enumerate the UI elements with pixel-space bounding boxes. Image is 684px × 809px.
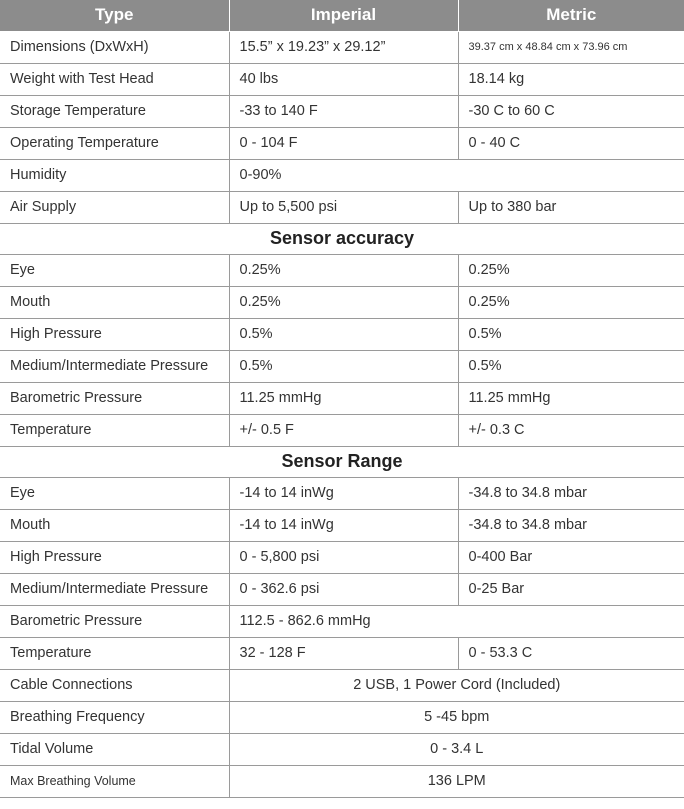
label-max-breathing-volume: Max Breathing Volume [0, 765, 229, 797]
row-range-barometric-pressure [0, 605, 684, 637]
row-max-breathing-volume [0, 765, 684, 797]
row-breathing-frequency [0, 701, 684, 733]
header-row [0, 0, 684, 31]
imperial-range-eye: -14 to 14 inWg [229, 477, 458, 509]
imperial-air-supply: Up to 5,500 psi [229, 191, 458, 223]
section-title-range: Sensor Range [0, 446, 684, 477]
imperial-operating-temperature: 0 - 104 F [229, 127, 458, 159]
row-humidity [0, 159, 684, 191]
metric-operating-temperature: 0 - 40 C [458, 127, 684, 159]
label-air-supply: Air Supply [0, 191, 229, 223]
header-metric: Metric [458, 0, 684, 31]
row-dimensions [0, 31, 684, 63]
header-imperial: Imperial [229, 0, 458, 31]
row-air-supply [0, 191, 684, 223]
label-dimensions: Dimensions (DxWxH) [0, 31, 229, 63]
metric-air-supply: Up to 380 bar [458, 191, 684, 223]
row-storage-temperature [0, 95, 684, 127]
label-accuracy-temperature: Temperature [0, 414, 229, 446]
metric-range-medium-pressure: 0-25 Bar [458, 573, 684, 605]
metric-accuracy-eye: 0.25% [458, 254, 684, 286]
label-range-mouth: Mouth [0, 509, 229, 541]
row-accuracy-medium-pressure [0, 350, 684, 382]
metric-range-mouth: -34.8 to 34.8 mbar [458, 509, 684, 541]
label-weight: Weight with Test Head [0, 63, 229, 95]
metric-range-high-pressure: 0-400 Bar [458, 541, 684, 573]
row-accuracy-eye [0, 254, 684, 286]
row-range-temperature [0, 637, 684, 669]
row-accuracy-mouth [0, 286, 684, 318]
metric-accuracy-high-pressure: 0.5% [458, 318, 684, 350]
imperial-accuracy-barometric-pressure: 11.25 mmHg [229, 382, 458, 414]
row-cable-connections [0, 669, 684, 701]
metric-range-temperature: 0 - 53.3 C [458, 637, 684, 669]
label-range-temperature: Temperature [0, 637, 229, 669]
imperial-range-high-pressure: 0 - 5,800 psi [229, 541, 458, 573]
section-sensor-range [0, 446, 684, 477]
metric-weight: 18.14 kg [458, 63, 684, 95]
row-range-high-pressure [0, 541, 684, 573]
label-range-high-pressure: High Pressure [0, 541, 229, 573]
label-tidal-volume: Tidal Volume [0, 733, 229, 765]
value-max-breathing-volume: 136 LPM [229, 765, 684, 797]
row-range-eye [0, 477, 684, 509]
value-humidity: 0-90% [229, 159, 684, 191]
row-range-mouth [0, 509, 684, 541]
metric-dimensions: 39.37 cm x 48.84 cm x 73.96 cm [458, 31, 684, 63]
row-tidal-volume [0, 733, 684, 765]
imperial-accuracy-mouth: 0.25% [229, 286, 458, 318]
value-breathing-frequency: 5 -45 bpm [229, 701, 684, 733]
metric-accuracy-mouth: 0.25% [458, 286, 684, 318]
metric-storage-temperature: -30 C to 60 C [458, 95, 684, 127]
metric-accuracy-temperature: +/- 0.3 C [458, 414, 684, 446]
row-operating-temperature [0, 127, 684, 159]
metric-range-eye: -34.8 to 34.8 mbar [458, 477, 684, 509]
row-accuracy-barometric-pressure [0, 382, 684, 414]
imperial-storage-temperature: -33 to 140 F [229, 95, 458, 127]
imperial-dimensions: 15.5” x 19.23” x 29.12” [229, 31, 458, 63]
label-storage-temperature: Storage Temperature [0, 95, 229, 127]
imperial-accuracy-eye: 0.25% [229, 254, 458, 286]
label-cable-connections: Cable Connections [0, 669, 229, 701]
value-cable-connections: 2 USB, 1 Power Cord (Included) [229, 669, 684, 701]
imperial-accuracy-medium-pressure: 0.5% [229, 350, 458, 382]
label-breathing-frequency: Breathing Frequency [0, 701, 229, 733]
label-range-barometric-pressure: Barometric Pressure [0, 605, 229, 637]
value-range-barometric-pressure: 112.5 - 862.6 mmHg [229, 605, 684, 637]
label-humidity: Humidity [0, 159, 229, 191]
label-operating-temperature: Operating Temperature [0, 127, 229, 159]
header-type: Type [0, 0, 229, 31]
row-weight [0, 63, 684, 95]
label-accuracy-mouth: Mouth [0, 286, 229, 318]
label-range-medium-pressure: Medium/Intermediate Pressure [0, 573, 229, 605]
imperial-accuracy-high-pressure: 0.5% [229, 318, 458, 350]
row-accuracy-temperature [0, 414, 684, 446]
imperial-weight: 40 lbs [229, 63, 458, 95]
value-tidal-volume: 0 - 3.4 L [229, 733, 684, 765]
section-title-accuracy: Sensor accuracy [0, 223, 684, 254]
row-range-medium-pressure [0, 573, 684, 605]
label-accuracy-medium-pressure: Medium/Intermediate Pressure [0, 350, 229, 382]
imperial-accuracy-temperature: +/- 0.5 F [229, 414, 458, 446]
label-range-eye: Eye [0, 477, 229, 509]
row-accuracy-high-pressure [0, 318, 684, 350]
label-accuracy-barometric-pressure: Barometric Pressure [0, 382, 229, 414]
imperial-range-temperature: 32 - 128 F [229, 637, 458, 669]
label-accuracy-high-pressure: High Pressure [0, 318, 229, 350]
imperial-range-medium-pressure: 0 - 362.6 psi [229, 573, 458, 605]
imperial-range-mouth: -14 to 14 inWg [229, 509, 458, 541]
metric-accuracy-barometric-pressure: 11.25 mmHg [458, 382, 684, 414]
metric-accuracy-medium-pressure: 0.5% [458, 350, 684, 382]
section-sensor-accuracy [0, 223, 684, 254]
label-accuracy-eye: Eye [0, 254, 229, 286]
